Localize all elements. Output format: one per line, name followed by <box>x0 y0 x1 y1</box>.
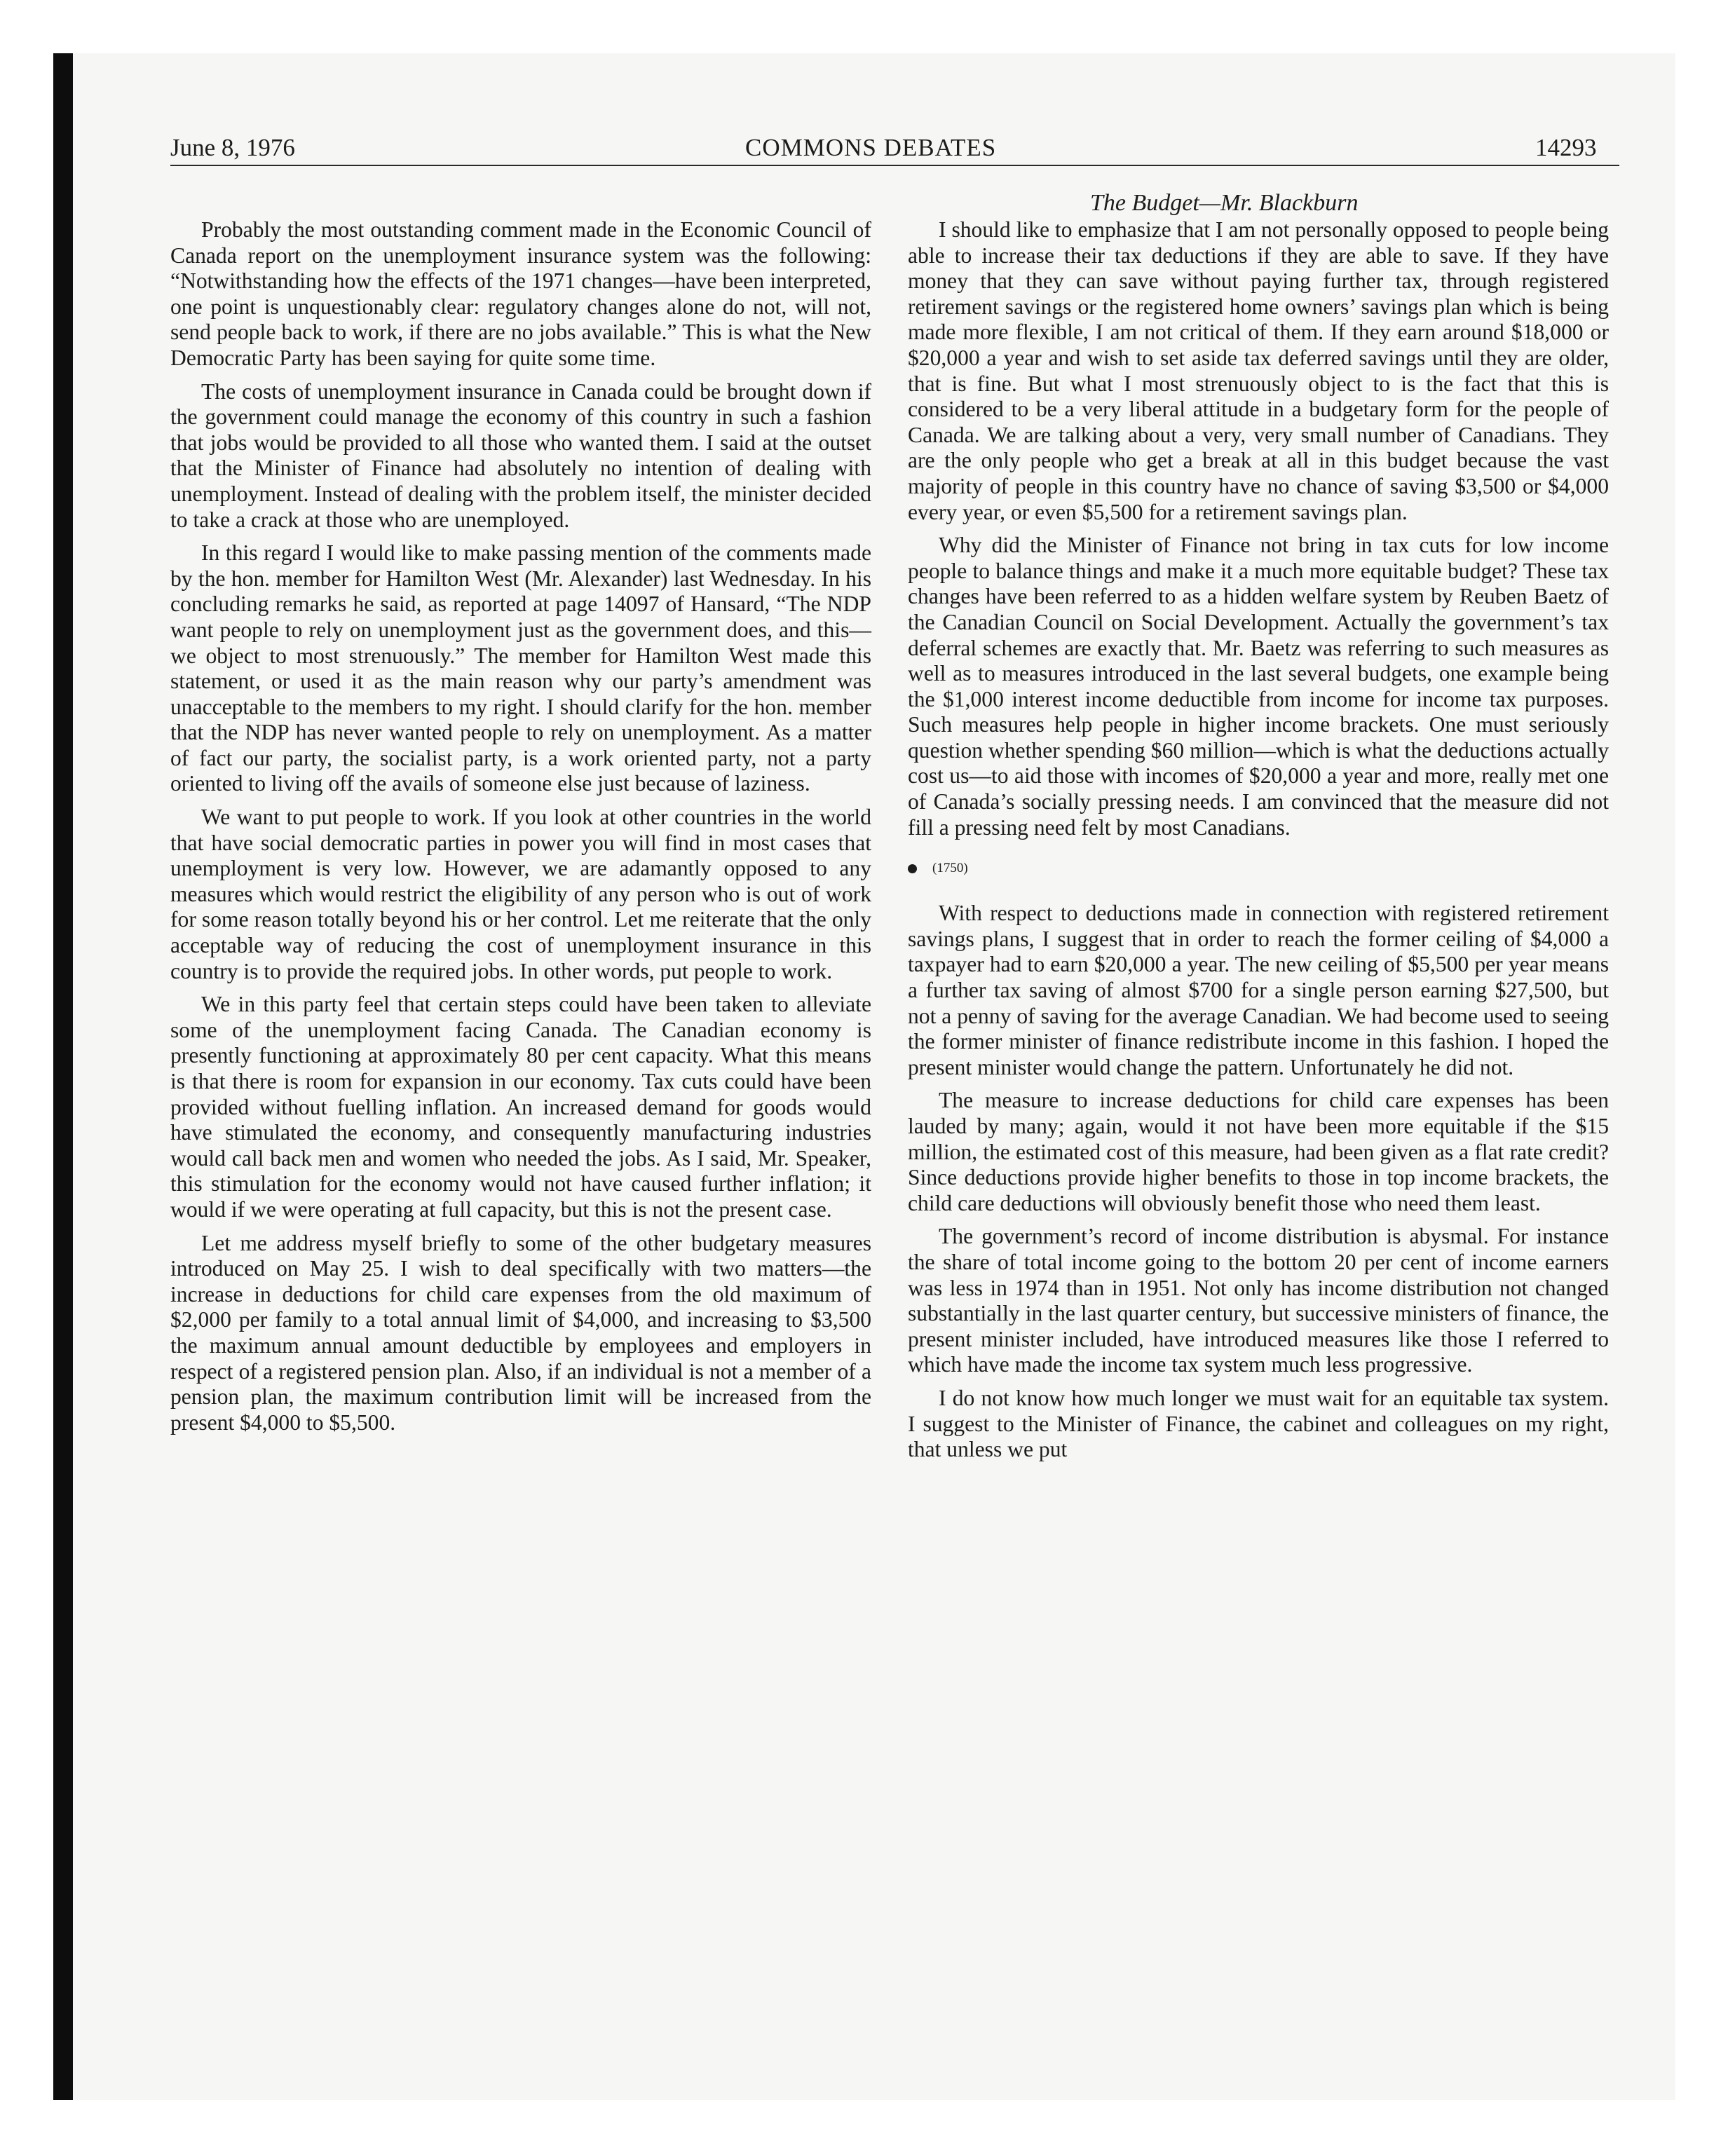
header-rule <box>170 165 1619 166</box>
binding-edge <box>53 53 73 2100</box>
paragraph: We want to put people to work. If you look at other countries in the world that have social democratic parties in power you will find in most cases that unemployment is very low. However, we are adamantly opposed to any measures which would restrict the eligibility of any person who is out of work for some reason totally beyond his or her control. Let me reiterate that the only acceptable way of reducing the cost of unemployment insurance in this country is to provide the required jobs. In other words, put people to work. <box>170 805 871 983</box>
paragraph: The measure to increase deductions for child care expenses has been lauded by many; again, would it not have been more equitable if the $15 million, the estimated cost of this measure, had been given as a flat rate credit? Since deductions provide higher benefits to those in top income brackets, the child care deductions will obviously benefit those who need them least. <box>908 1088 1609 1215</box>
running-head: The Budget—Mr. Blackburn <box>1090 190 1359 216</box>
paragraph: With respect to deductions made in connection with registered retirement savings plans, I suggest that in order to reach the former ceiling of $4,000 a taxpayer had to earn $20,000 a year. The new ceiling of $5,500 per year means a further tax saving of almost $700 for a single person earning $27,500, but not a penny of saving for the average Canadian. We had become used to seeing the former minister of finance redistribute income in this fashion. I hoped the present minister would change the pattern. Unfortunately he did not. <box>908 901 1609 1079</box>
right-column <box>908 217 1609 1463</box>
header-date: June 8, 1976 <box>170 134 295 161</box>
paragraph: The costs of unemployment insurance in Canada could be brought down if the government could manage the economy of this country in such a fashion that jobs would be provided to all those who wanted them. I said at the outset that the Minister of Finance had absolutely no intention of dealing with unemployment. Instead of dealing with the problem itself, the minister decided to take a crack at those who are unemployed. <box>170 378 871 532</box>
paragraph: Probably the most outstanding comment made in the Economic Council of Canada report on the unemployment insurance system was the following: “Notwithstanding how the effects of the 1971 changes—have been interpreted, one point is unquestionably clear: regulatory changes alone do not, will not, send people back to work, if there are no jobs available.” This is what the New Democratic Party has been saying for quite some time. <box>170 217 871 370</box>
timestamp-marker <box>908 856 1609 881</box>
left-column <box>170 217 871 1435</box>
paragraph: In this regard I would like to make passing mention of the comments made by the hon. member for Hamilton West (Mr. Alexander) last Wednesday. In his concluding remarks he said, as reported at page 14097 of Hansard, “The NDP want people to rely on unemployment just as the government does, and this—we object to most strenuously.” The member for Hamilton West made this statement, or used it as the main reason why our party’s amendment was unacceptable to the members to my right. I should clarify for the hon. member that the NDP has never wanted people to rely on unemployment. As a matter of fact our party, the socialist party, is a work oriented party, not a party oriented to living off the avails of someone else just because of laziness. <box>170 540 871 796</box>
paragraph: Why did the Minister of Finance not bring in tax cuts for low income people to balance things and make it a much more equitable budget? These tax changes have been referred to as a hidden welfare system by Reuben Baetz of the Canadian Council on Social Development. Actually the government’s tax deferral schemes are exactly that. Mr. Baetz was referring to such measures as well as to measures introduced in the last several budgets, one example being the $1,000 interest income deductible from income for income tax purposes. Such measures help people in higher income brackets. One must seriously question whether spending $60 million—which is what the deductions actually cost us—to aid those with incomes of $20,000 a year and more, really met one of Canada’s socially pressing needs. I am convinced that the measure did not fill a pressing need felt by most Canadians. <box>908 533 1609 840</box>
paragraph: The government’s record of income distribution is abysmal. For instance the share of total income going to the bottom 20 per cent of income earners was less in 1974 than in 1951. Not only has income distribution not changed substantially in the last quarter century, but successive ministers of finance, the present minister included, have introduced measures like those I referred to which have made the income tax system much less progressive. <box>908 1224 1609 1377</box>
timestamp-text: (1750) <box>932 861 968 876</box>
paragraph: Let me address myself briefly to some of the other budgetary measures introduced on May 25. I wish to deal specifically with two matters—the increase in deductions for child care expenses from the old maximum of $2,000 per family to a total annual limit of $4,000, and increasing to $3,500 the maximum annual amount deductible by employees and employers in respect of a registered pension plan. Also, if an individual is not a member of a pension plan, the maximum contribution limit will be increased from the present $4,000 to $5,500. <box>170 1230 871 1435</box>
paragraph: I should like to emphasize that I am not personally opposed to people being able to increase their tax deductions if they are able to save. If they have money that they can save without paying further tax, through registered retirement savings or the registered home owners’ savings plan which is being made more flexible, I am not critical of them. If they earn around $18,000 or $20,000 a year and wish to set aside tax deferred savings until they are older, that is fine. But what I most strenuously object to is the fact that this is considered to be a very liberal attitude in a budgetary form for the people of Canada. We are talking about a very, very small number of Canadians. They are the only people who get a break at all in this budget because the vast majority of people in this country have no chance of saving $3,500 or $4,000 every year, or even $5,500 for a retirement savings plan. <box>908 217 1609 524</box>
paragraph: I do not know how much longer we must wait for an equitable tax system. I suggest to the Minister of Finance, the cabinet and colleagues on my right, that unless we put <box>908 1385 1609 1462</box>
paragraph: We in this party feel that certain steps could have been taken to alleviate some of the unemployment facing Canada. The Canadian economy is presently functioning at approximately 80 per cent capacity. What this means is that there is room for expansion in our economy. Tax cuts could have been provided without fuelling inflation. An increased demand for goods would have stimulated the economy, and consequently manufacturing industries would call back men and women who needed the jobs. As I said, Mr. Speaker, this stimulation for the economy would not have caused further inflation; it would if we were operating at full capacity, but this is not the present case. <box>170 992 871 1222</box>
bullet-icon <box>908 864 917 873</box>
page-number: 14293 <box>1535 134 1597 161</box>
header-title: COMMONS DEBATES <box>745 134 997 161</box>
